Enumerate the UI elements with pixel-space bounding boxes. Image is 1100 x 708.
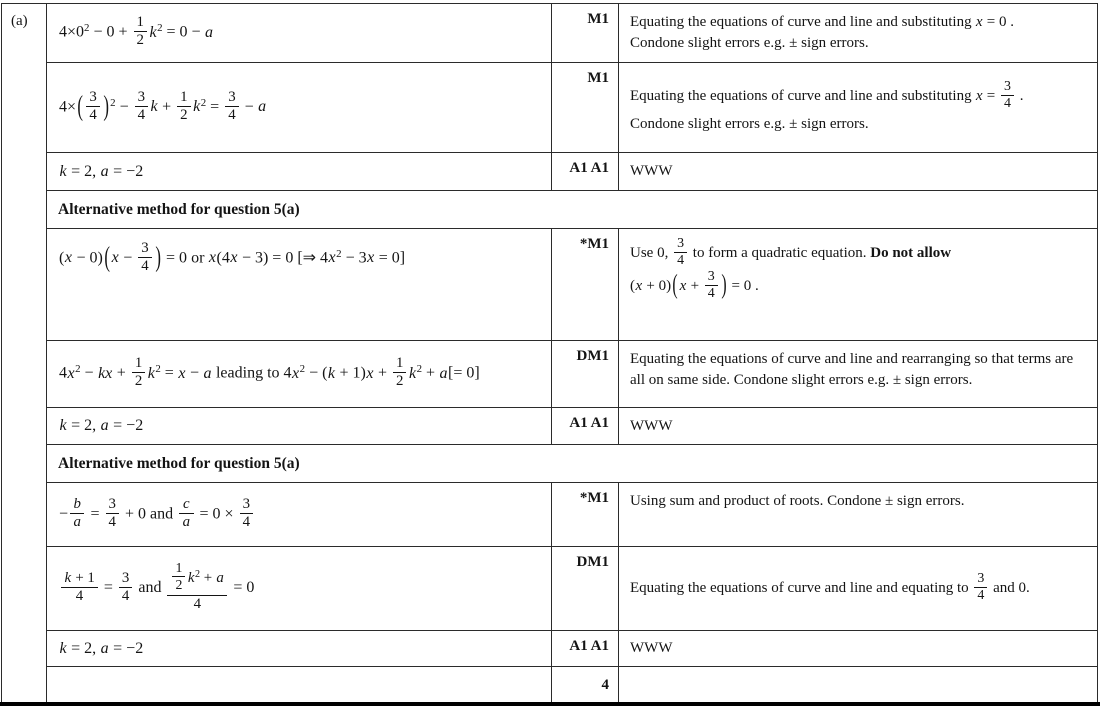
answer-cell	[47, 153, 551, 190]
answer-formula: $4x^2$ − kx + $\frac{1}{2}$ $k^2 = x - a$ leading to $4x^2 - (k + 1)x$ + $\frac{1}{2}$ $k^2 + a[= 0]$	[59, 355, 480, 390]
rows-container	[47, 4, 1097, 704]
answer-formula: (x − 0)( x − $\frac{3}{4}$ ) = 0 or x(4x − 3) = 0 [⇒ $4x^2 - 3x = 0$]	[59, 239, 406, 274]
guidance-cell	[619, 667, 1097, 703]
answer-formula: k = 2, a = −2	[59, 162, 144, 180]
answer-cell	[47, 4, 551, 62]
marks-cell: M1	[551, 4, 619, 62]
guidance-cell	[619, 408, 1097, 444]
alt-method-header-row	[47, 191, 1097, 229]
marks-cell: A1 A1	[551, 631, 619, 666]
mark-scheme-row	[47, 153, 1097, 191]
mark-scheme-row	[47, 483, 1097, 547]
mark-scheme-row	[47, 408, 1097, 445]
marks-cell: *M1	[551, 483, 619, 546]
answer-cell	[47, 483, 551, 546]
answer-cell	[47, 667, 551, 703]
answer-cell	[47, 63, 551, 152]
mark-scheme-row	[47, 631, 1097, 667]
answer-formula: $4\times 0^2 - 0$ + $\frac{1}{2}$ $k^2 = 0 - a$	[59, 14, 214, 49]
guidance-cell	[619, 153, 1097, 190]
guidance-text: Equating the equations of curve and line and rearranging so that terms are all on same side. Condone slight errors e.g. ± sign errors.	[630, 351, 1074, 388]
mark-scheme-row	[47, 341, 1097, 408]
guidance-text: Equating the equations of curve and line and substituting x = 0 . Condone slight errors e.g. ± sign errors.	[630, 14, 1014, 51]
page-bottom-rule	[0, 702, 1100, 706]
marks-cell: A1 A1	[551, 408, 619, 444]
answer-formula: 4×( $\frac{3}{4}$ )$^2$ − $\frac{3}{4}$ k + $\frac{1}{2}$ $k^2$ = $\frac{3}{4}$ − a	[59, 88, 267, 123]
answer-cell	[47, 408, 551, 444]
marks-cell: A1 A1	[551, 153, 619, 190]
mark-scheme-row	[47, 63, 1097, 153]
answer-formula: k = 2, a = −2	[59, 639, 144, 657]
alt-method-header: Alternative method for question 5(a)	[58, 454, 300, 472]
total-row	[47, 667, 1097, 704]
mark-scheme-row	[47, 229, 1097, 341]
guidance-cell	[619, 63, 1097, 152]
guidance-cell	[619, 547, 1097, 630]
guidance-cell	[619, 483, 1097, 546]
mark-scheme-table	[1, 3, 1098, 704]
guidance-text: Equating the equations of curve and line and equating to $\frac{3}{4}$ and 0.	[630, 570, 1030, 603]
guidance-text: Using sum and product of roots. Condone ± sign errors.	[630, 493, 965, 509]
guidance-text: WWW	[630, 417, 673, 434]
total-marks-cell: 4	[551, 667, 619, 703]
guidance-cell	[619, 341, 1097, 407]
mark-scheme-row	[47, 4, 1097, 63]
answer-cell	[47, 341, 551, 407]
question-part-label: (a)	[11, 13, 28, 29]
alt-method-header-row	[47, 445, 1097, 483]
alt-method-header: Alternative method for question 5(a)	[58, 200, 300, 218]
answer-cell	[47, 229, 551, 340]
answer-cell	[47, 631, 551, 666]
marks-cell: DM1	[551, 341, 619, 407]
guidance-text: Equating the equations of curve and line and substituting x = $\frac{3}{4}$ . Condone slight errors e.g. ± sign errors.	[630, 79, 1024, 132]
guidance-text: WWW	[630, 163, 673, 179]
marks-cell: DM1	[551, 547, 619, 630]
question-part-cell	[2, 4, 47, 704]
marks-cell: *M1	[551, 229, 619, 340]
answer-formula: k = 2, a = −2	[59, 417, 144, 434]
guidance-cell	[619, 631, 1097, 666]
answer-formula: $\frac{k + 1}{4}$ = $\frac{3}{4}$ and $\frac{1}{2}$ $k^2 + a$ 4 = 0	[59, 563, 541, 614]
answer-formula: − $\frac{b}{a}$ = $\frac{3}{4}$ + 0 and $\frac{c}{a}$ = 0 × $\frac{3}{4}$	[59, 497, 541, 532]
answer-cell	[47, 547, 551, 630]
marks-cell: M1	[551, 63, 619, 152]
mark-scheme-row	[47, 547, 1097, 631]
guidance-text: WWW	[630, 640, 673, 656]
guidance-cell	[619, 229, 1097, 340]
guidance-text: Use 0, $\frac{3}{4}$ to form a quadratic equation. Do not allow (x + 0)( x + $\frac{3}{4}$ ) = 0 .	[630, 235, 952, 301]
guidance-cell	[619, 4, 1097, 62]
